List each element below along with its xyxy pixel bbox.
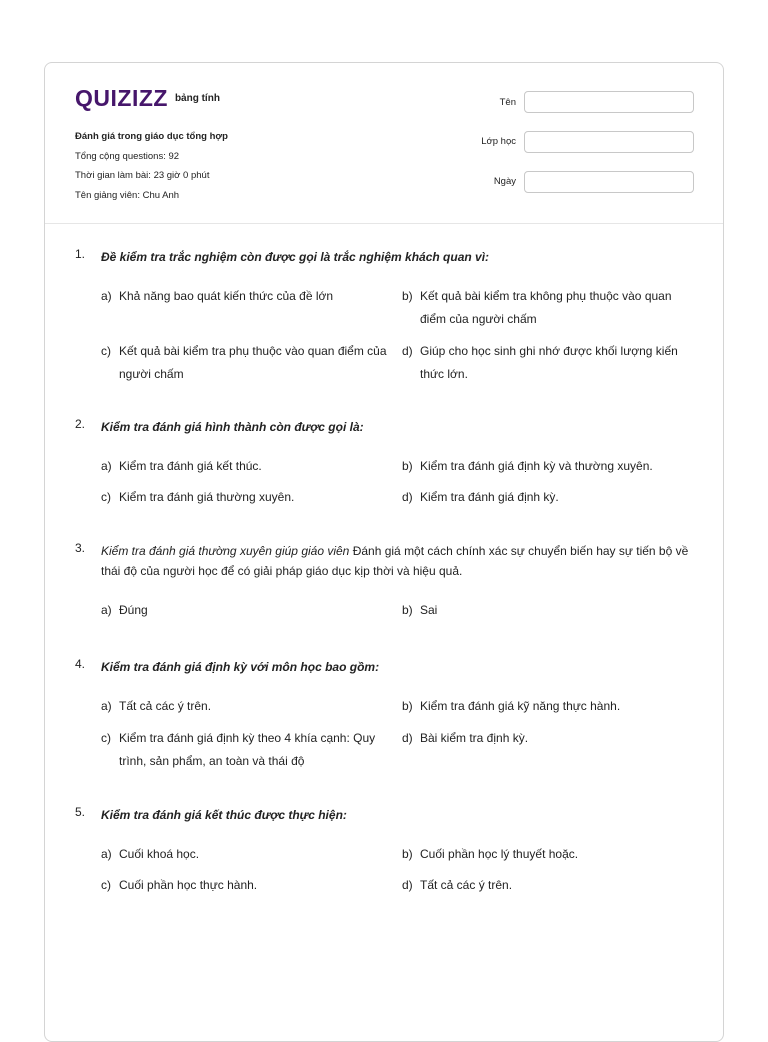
name-label: Tên bbox=[499, 97, 516, 108]
option-letter: c) bbox=[101, 344, 111, 358]
option-text: Kiểm tra đánh giá kết thúc. bbox=[119, 459, 262, 473]
option-letter: a) bbox=[101, 699, 112, 713]
option-letter: b) bbox=[402, 603, 413, 617]
option-letter: d) bbox=[402, 731, 413, 745]
option-b bbox=[402, 285, 692, 331]
question-prompt-italic: Kiểm tra đánh giá thường xuyên giúp giáo viên bbox=[101, 544, 350, 558]
question-number: 5. bbox=[75, 805, 86, 819]
option-text: Kiểm tra đánh giá kỹ năng thực hành. bbox=[420, 699, 621, 713]
option-b bbox=[402, 455, 692, 478]
option-text: Cuối phần học lý thuyết hoặc. bbox=[420, 847, 579, 861]
option-letter: c) bbox=[101, 878, 111, 892]
worksheet-meta bbox=[75, 127, 228, 205]
option-text: Kiểm tra đánh giá định kỳ và thường xuyên. bbox=[420, 459, 653, 473]
question-prompt-plain: Đánh giá một cách chính xác sự chuyển biến hay sự tiến bộ về thái độ của người học để có giải pháp giáo dục kịp thời và hiệu quả. bbox=[101, 544, 689, 578]
date-field[interactable] bbox=[524, 171, 694, 193]
option-text: Sai bbox=[420, 603, 438, 617]
option-a bbox=[101, 455, 391, 478]
option-a bbox=[101, 695, 391, 718]
option-letter: d) bbox=[402, 878, 413, 892]
option-text: Kiểm tra đánh giá định kỳ theo 4 khía cạnh: Quy trình, sản phẩm, an toàn và thái độ bbox=[119, 731, 376, 768]
option-letter: a) bbox=[101, 459, 112, 473]
option-letter: c) bbox=[101, 731, 111, 745]
option-text: Khả năng bao quát kiến thức của đề lớn bbox=[119, 289, 334, 303]
option-c bbox=[101, 486, 391, 509]
option-letter: d) bbox=[402, 490, 413, 504]
option-text: Cuối khoá học. bbox=[119, 847, 200, 861]
total-questions: Tổng cộng questions: 92 bbox=[75, 150, 180, 162]
question-text bbox=[101, 805, 701, 825]
option-b bbox=[402, 695, 692, 718]
logo-wordmark: QUIZIZZ bbox=[75, 85, 168, 111]
question-text bbox=[101, 541, 701, 581]
question-prompt: Đề kiểm tra trắc nghiệm còn được gọi là trắc nghiệm khách quan vì: bbox=[101, 250, 490, 264]
option-c bbox=[101, 340, 391, 386]
option-letter: a) bbox=[101, 847, 112, 861]
option-letter: a) bbox=[101, 603, 112, 617]
question-prompt: Kiểm tra đánh giá hình thành còn được gọi là: bbox=[101, 420, 364, 434]
option-b bbox=[402, 843, 692, 866]
option-text: Kết quả bài kiểm tra không phụ thuộc vào quan điểm của người chấm bbox=[420, 289, 672, 326]
option-text: Kiểm tra đánh giá định kỳ. bbox=[420, 490, 559, 504]
quizizz-logo bbox=[75, 85, 220, 112]
option-d bbox=[402, 874, 692, 897]
name-field[interactable] bbox=[524, 91, 694, 113]
worksheet bbox=[44, 62, 724, 1042]
option-text: Cuối phần học thực hành. bbox=[119, 878, 258, 892]
option-letter: a) bbox=[101, 289, 112, 303]
option-text: Kiểm tra đánh giá thường xuyên. bbox=[119, 490, 295, 504]
option-letter: b) bbox=[402, 847, 413, 861]
question-number: 3. bbox=[75, 541, 86, 555]
class-field[interactable] bbox=[524, 131, 694, 153]
option-text: Bài kiểm tra định kỳ. bbox=[420, 731, 529, 745]
option-a bbox=[101, 599, 391, 622]
question-prompt: Kiểm tra đánh giá định kỳ với môn học bao gồm: bbox=[101, 660, 380, 674]
option-text: Tất cả các ý trên. bbox=[119, 699, 212, 713]
option-d bbox=[402, 727, 692, 750]
option-d bbox=[402, 340, 692, 386]
duration: Thời gian làm bài: 23 giờ 0 phút bbox=[75, 170, 210, 181]
option-c bbox=[101, 874, 391, 897]
question-number: 2. bbox=[75, 417, 86, 431]
option-letter: b) bbox=[402, 699, 413, 713]
teacher-name: Tên giảng viên: Chu Anh bbox=[75, 189, 180, 201]
option-c bbox=[101, 727, 391, 773]
option-letter: c) bbox=[101, 490, 111, 504]
option-text: Đúng bbox=[119, 603, 148, 617]
option-a bbox=[101, 843, 391, 866]
option-letter: b) bbox=[402, 289, 413, 303]
question-text bbox=[101, 417, 701, 437]
date-label: Ngày bbox=[493, 176, 516, 187]
question-prompt: Kiểm tra đánh giá kết thúc được thực hiện: bbox=[101, 808, 347, 822]
option-text: Giúp cho học sinh ghi nhớ được khối lượng kiến thức lớn. bbox=[420, 344, 678, 381]
option-a bbox=[101, 285, 391, 308]
option-b bbox=[402, 599, 692, 622]
option-text: Kết quả bài kiểm tra phụ thuộc vào quan điểm của người chấm bbox=[119, 344, 387, 381]
option-d bbox=[402, 486, 692, 509]
option-text: Tất cả các ý trên. bbox=[420, 878, 513, 892]
worksheet-header bbox=[45, 63, 723, 224]
question-number: 4. bbox=[75, 657, 86, 671]
option-letter: b) bbox=[402, 459, 413, 473]
worksheet-title: Đánh giá trong giáo dục tổng hợp bbox=[75, 131, 228, 142]
worksheet-subtitle: bảng tính bbox=[174, 93, 220, 104]
option-letter: d) bbox=[402, 344, 413, 358]
question-text bbox=[101, 247, 701, 267]
question-text bbox=[101, 657, 701, 677]
class-label: Lớp học bbox=[481, 136, 516, 147]
question-number: 1. bbox=[75, 247, 86, 261]
